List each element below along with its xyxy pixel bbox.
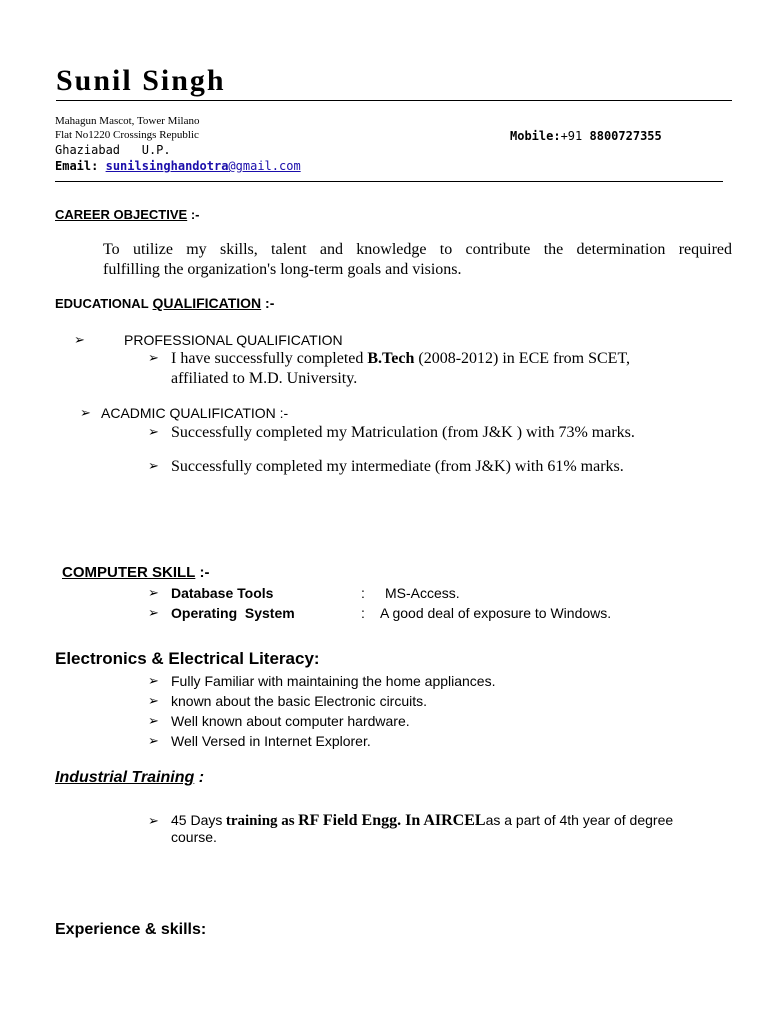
academic-suffix: :- — [279, 405, 289, 421]
computer-skill-heading — [62, 564, 210, 581]
arrow-icon: ➢ — [74, 333, 85, 348]
training-line-1d: as a part of 4th year of degree — [485, 812, 674, 828]
skill-separator: : — [361, 605, 365, 621]
arrow-icon: ➢ — [148, 694, 159, 709]
email-link[interactable] — [106, 159, 301, 173]
industrial-training-line-1 — [171, 812, 673, 830]
address-line-1: Mahagun Mascot, Tower Milano — [55, 115, 200, 127]
header-divider — [55, 181, 723, 182]
skill-value: A good deal of exposure to Windows. — [380, 605, 612, 621]
email-line — [55, 159, 301, 173]
electronics-heading: Electronics & Electrical Literacy: — [55, 649, 320, 668]
arrow-icon: ➢ — [148, 459, 159, 474]
skill-value: MS-Access. — [385, 585, 460, 601]
electronics-item: Well known about computer hardware. — [171, 713, 410, 729]
computer-skill-suffix: :- — [199, 564, 210, 581]
arrow-icon: ➢ — [148, 425, 159, 440]
mobile-line — [510, 129, 662, 143]
computer-skill-title: COMPUTER SKILL — [62, 564, 196, 581]
industrial-training-suffix: : — [198, 769, 205, 786]
electronics-item: Well Versed in Internet Explorer. — [171, 733, 371, 749]
career-objective-line-2: fulfilling the organization's long-term goals and visions. — [103, 261, 462, 278]
training-role: RF Field Engg. In AIRCEL — [298, 812, 486, 829]
career-objective-suffix: :- — [190, 207, 200, 222]
training-as: training as — [225, 813, 295, 829]
academic-qualification-label: ACADMIC QUALIFICATION — [101, 405, 276, 421]
arrow-icon: ➢ — [148, 586, 159, 601]
career-objective-heading — [55, 207, 200, 222]
education-heading — [55, 295, 274, 311]
professional-line-1 — [171, 349, 630, 369]
mobile-prefix: +91 — [560, 129, 583, 143]
name-underline — [56, 100, 732, 101]
training-duration: 45 Days — [171, 812, 223, 828]
skill-label: Database Tools — [171, 585, 274, 601]
electronics-item: known about the basic Electronic circuits. — [171, 693, 428, 709]
mobile-number: 8800727355 — [589, 129, 662, 143]
arrow-icon: ➢ — [148, 814, 159, 829]
arrow-icon: ➢ — [148, 734, 159, 749]
arrow-icon: ➢ — [148, 606, 159, 621]
academic-item: Successfully completed my Matriculation (from J&K ) with 73% marks. — [171, 424, 635, 441]
professional-line-1a: I have successfully completed — [171, 350, 364, 367]
email-user: sunilsinghandotra — [105, 159, 229, 173]
electronics-item: Fully Familiar with maintaining the home appliances. — [171, 673, 496, 689]
arrow-icon: ➢ — [148, 351, 159, 366]
industrial-training-line-2: course. — [171, 829, 217, 845]
professional-qualification-label: PROFESSIONAL QUALIFICATION — [124, 332, 343, 348]
career-objective-line-1: To utilize my skills, talent and knowledge to contribute the determination required — [103, 241, 732, 258]
state: U.P. — [141, 143, 171, 157]
professional-line-1c: (2008-2012) in ECE from SCET, — [418, 350, 631, 367]
email-domain: @gmail.com — [228, 159, 301, 173]
academic-qualification-heading — [101, 405, 288, 421]
address-city — [55, 143, 171, 157]
academic-item: Successfully completed my intermediate (from J&K) with 61% marks. — [171, 458, 624, 475]
career-objective-title: CAREER OBJECTIVE — [55, 207, 188, 222]
skill-separator: : — [361, 585, 365, 601]
mobile-label: Mobile: — [510, 129, 561, 143]
arrow-icon: ➢ — [148, 714, 159, 729]
skill-label: Operating System — [171, 605, 295, 621]
education-suffix: :- — [265, 295, 275, 311]
address-line-2: Flat No1220 Crossings Republic — [55, 129, 199, 141]
email-label: Email: — [55, 159, 99, 173]
professional-line-2: affiliated to M.D. University. — [171, 370, 358, 387]
experience-heading: Experience & skills: — [55, 921, 207, 938]
arrow-icon: ➢ — [148, 674, 159, 689]
education-title-1: EDUCATIONAL — [55, 296, 149, 311]
industrial-training-heading — [55, 769, 204, 787]
arrow-icon: ➢ — [80, 406, 91, 421]
professional-degree: B.Tech — [367, 350, 415, 367]
resume-name: Sunil Singh — [56, 64, 226, 97]
industrial-training-title: Industrial Training — [55, 769, 195, 786]
education-title-2: QUALIFICATION — [152, 295, 262, 311]
city: Ghaziabad — [55, 143, 121, 157]
